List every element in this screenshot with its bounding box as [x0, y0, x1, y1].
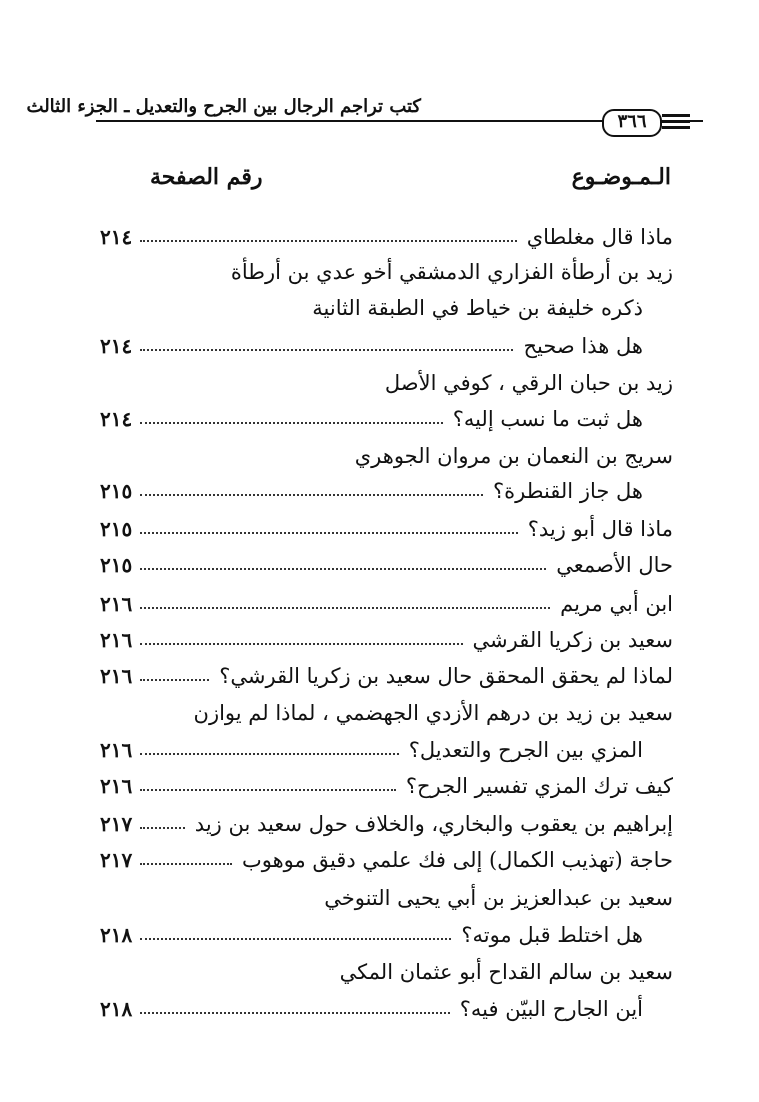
header-ornament-line: [662, 126, 690, 129]
toc-entry-title: سريج بن النعمان بن مروان الجوهري: [354, 444, 673, 468]
toc-entry: [100, 843, 673, 877]
dot-leader: [140, 827, 185, 829]
header-ornament-line: [662, 114, 690, 117]
page-column-heading: رقم الصفحة: [150, 164, 263, 190]
toc-entry-title: سعيد بن زيد بن درهم الأزدي الجهضمي ، لماذا لم يوازن: [193, 701, 673, 725]
toc-entry: [100, 918, 673, 952]
dot-leader: [140, 240, 517, 242]
toc-page-number: ٢١٥: [100, 517, 133, 541]
toc-entry-title: ماذا قال مغلطاي: [526, 225, 673, 249]
toc-entry-title: المزي بين الجرح والتعديل؟: [408, 738, 643, 762]
toc-page-number: ٢١٦: [100, 774, 133, 798]
toc-entry: [100, 769, 673, 803]
toc-entry-title: حال الأصمعي: [556, 553, 673, 577]
dot-leader: [140, 532, 518, 534]
toc-entry: [100, 402, 673, 436]
toc-entry-title: هل اختلط قبل موته؟: [461, 923, 643, 947]
toc-entry: [100, 881, 673, 915]
toc-entry: [100, 366, 673, 400]
toc-entry-title: هل جاز القنطرة؟: [492, 479, 643, 503]
toc-page-number: ٢١٤: [100, 407, 133, 431]
dot-leader: [140, 938, 451, 940]
header-ornament-line: [662, 120, 690, 123]
toc-entry: [100, 992, 673, 1026]
toc-page-number: ٢١٨: [100, 997, 133, 1021]
dot-leader: [140, 607, 550, 609]
toc-entry-title: هل هذا صحيح: [523, 334, 643, 358]
toc-entry-title: زيد بن أرطأة الفزاري الدمشقي أخو عدي بن أرطأة: [230, 260, 673, 284]
toc-page-number: ٢١٨: [100, 923, 133, 947]
dot-leader: [140, 422, 443, 424]
toc-entry-title: ماذا قال أبو زيد؟: [527, 517, 673, 541]
page-number-badge: ٣٦٦: [602, 109, 662, 137]
toc-page-number: ٢١٦: [100, 738, 133, 762]
toc-page-number: ٢١٦: [100, 664, 133, 688]
dot-leader: [140, 863, 232, 865]
dot-leader: [140, 753, 399, 755]
toc-entry: [100, 807, 673, 841]
toc-entry: [100, 512, 673, 546]
dot-leader: [140, 789, 396, 791]
toc-entry-title: زيد بن حبان الرقي ، كوفي الأصل: [384, 371, 673, 395]
toc-entry-title: إبراهيم بن يعقوب والبخاري، والخلاف حول سعيد بن زيد: [194, 812, 673, 836]
toc-entry: [100, 659, 673, 693]
toc-page-number: ٢١٤: [100, 225, 133, 249]
toc-page-number: ٢١٤: [100, 334, 133, 358]
toc-page-number: ٢١٦: [100, 628, 133, 652]
toc-entry: [100, 587, 673, 621]
toc-page-number: ٢١٧: [100, 848, 133, 872]
dot-leader: [140, 349, 513, 351]
toc-entry: [100, 733, 673, 767]
toc-entry-title: ابن أبي مريم: [560, 592, 673, 616]
toc-entry-title: هل ثبت ما نسب إليه؟: [452, 407, 643, 431]
toc-entry-title: سعيد بن زكريا القرشي: [472, 628, 673, 652]
toc-entry-title: سعيد بن عبدالعزيز بن أبي يحيى التنوخي: [324, 886, 673, 910]
toc-entry: [100, 474, 673, 508]
dot-leader: [140, 643, 463, 645]
running-header-title: كتب تراجم الرجال بين الجرح والتعديل ـ الجزء الثالث: [26, 96, 421, 117]
toc-entry: [100, 220, 673, 254]
dot-leader: [140, 1012, 450, 1014]
toc-entry: [100, 255, 673, 289]
toc-entry: [100, 439, 673, 473]
dot-leader: [140, 679, 209, 681]
toc-entry-title: كيف ترك المزي تفسير الجرح؟: [405, 774, 673, 798]
toc-entry-title: ذكره خليفة بن خياط في الطبقة الثانية: [312, 296, 643, 320]
dot-leader: [140, 568, 546, 570]
toc-entry: [100, 291, 673, 325]
toc-entry: [100, 696, 673, 730]
toc-entry: [100, 548, 673, 582]
toc-page-number: ٢١٥: [100, 479, 133, 503]
toc-page-number: ٢١٧: [100, 812, 133, 836]
dot-leader: [140, 494, 483, 496]
toc-entry-title: أين الجارح البيّن فيه؟: [459, 997, 643, 1021]
toc-entry: [100, 623, 673, 657]
toc-entry-title: سعيد بن سالم القداح أبو عثمان المكي: [339, 960, 673, 984]
topic-column-heading: الـمـوضـوع: [571, 164, 671, 190]
toc-entry: [100, 329, 673, 363]
toc-entry: [100, 955, 673, 989]
toc-entry-title: لماذا لم يحقق المحقق حال سعيد بن زكريا القرشي؟: [219, 664, 673, 688]
toc-page-number: ٢١٥: [100, 553, 133, 577]
toc-page-number: ٢١٦: [100, 592, 133, 616]
toc-entry-title: حاجة (تهذيب الكمال) إلى فك علمي دقيق موهوب: [241, 848, 673, 872]
